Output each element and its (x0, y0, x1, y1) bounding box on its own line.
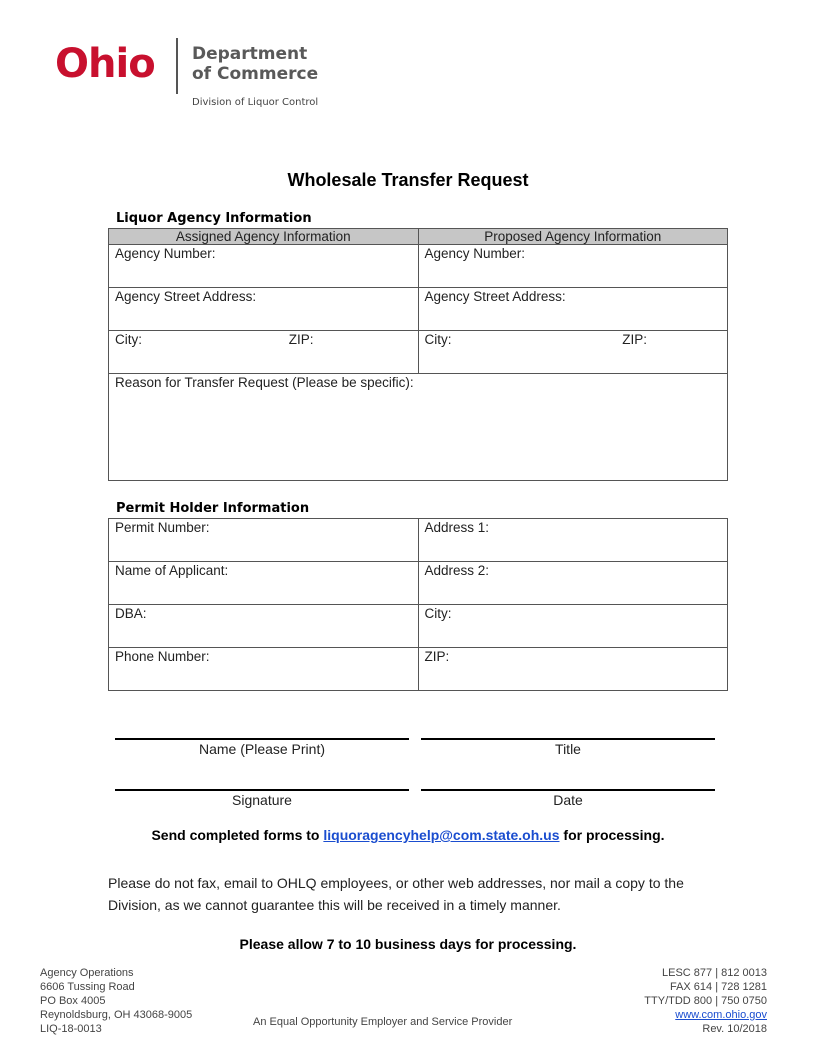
permit-zip-field[interactable] (418, 648, 728, 691)
field-label: DBA: (115, 606, 147, 621)
department-line-2: of Commerce (192, 64, 319, 84)
date-line (421, 789, 715, 791)
footer-line: LESC 877 | 812 0013 (662, 967, 767, 979)
assigned-city-zip-field[interactable] (109, 331, 419, 374)
field-label: Name of Applicant: (115, 563, 229, 578)
processing-time-note: Please allow 7 to 10 business days for processing. (239, 936, 577, 952)
footer-line: PO Box 4005 (40, 995, 106, 1007)
send-prefix: Send completed forms to (151, 827, 320, 843)
field-label: Permit Number: (115, 520, 210, 535)
title-label: Title (555, 741, 581, 757)
equal-opportunity-statement: An Equal Opportunity Employer and Service Provider (253, 1016, 513, 1028)
name-line (115, 738, 409, 740)
dba-field[interactable] (109, 605, 419, 648)
agency-section-heading: Liquor Agency Information (116, 211, 312, 226)
division-name: Division of Liquor Control (192, 97, 319, 108)
field-label: Agency Street Address: (424, 289, 566, 304)
form-number: LIQ-18-0013 (40, 1023, 102, 1035)
send-instructions (0, 827, 816, 843)
date-label: Date (553, 792, 583, 808)
footer-line: Agency Operations (40, 967, 134, 979)
agency-info-table (108, 228, 728, 481)
permit-city-field[interactable] (418, 605, 728, 648)
assigned-agency-number-field[interactable] (109, 245, 419, 288)
ohio-logo: Ohio (55, 41, 155, 87)
assigned-agency-header: Assigned Agency Information (109, 229, 419, 245)
department-line-1: Department (192, 44, 308, 64)
website-link[interactable]: www.com.ohio.gov (675, 1009, 767, 1021)
name-signature-block[interactable] (115, 738, 409, 757)
signature-label: Signature (232, 792, 292, 808)
field-label: Address 1: (424, 520, 490, 535)
permit-number-field[interactable] (109, 519, 419, 562)
form-title: Wholesale Transfer Request (287, 170, 529, 190)
field-label: Agency Number: (115, 246, 216, 261)
field-label: Agency Street Address: (115, 289, 257, 304)
name-label: Name (Please Print) (198, 741, 326, 757)
proposed-street-address-field[interactable] (418, 288, 728, 331)
permit-info-table (108, 518, 728, 691)
field-label: Phone Number: (115, 649, 210, 664)
field-label: Reason for Transfer Request (Please be specific): (115, 375, 414, 390)
signature-block[interactable] (115, 789, 409, 808)
field-label: Agency Number: (424, 246, 526, 261)
footer-line: TTY/TDD 800 | 750 0750 (644, 995, 767, 1007)
department-name (192, 44, 318, 84)
footer-line: Reynoldsburg, OH 43068-9005 (40, 1009, 193, 1021)
address1-field[interactable] (418, 519, 728, 562)
footer-contact (644, 966, 767, 1036)
date-block[interactable] (421, 789, 715, 808)
footer-line: FAX 614 | 728 1281 (669, 981, 767, 993)
zip-label: ZIP: (622, 332, 647, 347)
transfer-reason-field[interactable] (109, 374, 728, 481)
help-email-link[interactable]: liquoragencyhelp@com.state.oh.us (323, 827, 560, 843)
city-label: City: (424, 332, 452, 347)
revision-date: Rev. 10/2018 (702, 1023, 767, 1035)
send-suffix: for processing. (563, 827, 665, 843)
field-label: Address 2: (424, 563, 490, 578)
applicant-name-field[interactable] (109, 562, 419, 605)
footer-address (40, 966, 192, 1036)
title-line (421, 738, 715, 740)
signature-line (115, 789, 409, 791)
delivery-notice: Please do not fax, email to OHLQ employees, or other web addresses, nor mail a copy to the Division, as we cannot guarantee this will be received in a timely manner. (108, 875, 684, 913)
field-label: City: (424, 606, 452, 621)
proposed-city-zip-field[interactable] (418, 331, 728, 374)
permit-section-heading: Permit Holder Information (116, 501, 310, 516)
address2-field[interactable] (418, 562, 728, 605)
logo-divider (176, 38, 178, 94)
title-signature-block[interactable] (421, 738, 715, 757)
proposed-agency-number-field[interactable] (418, 245, 728, 288)
proposed-agency-header: Proposed Agency Information (418, 229, 728, 245)
assigned-street-address-field[interactable] (109, 288, 419, 331)
city-label: City: (115, 332, 142, 347)
zip-label: ZIP: (288, 332, 314, 347)
footer-line: 6606 Tussing Road (40, 981, 135, 993)
phone-number-field[interactable] (109, 648, 419, 691)
field-label: ZIP: (424, 649, 450, 664)
